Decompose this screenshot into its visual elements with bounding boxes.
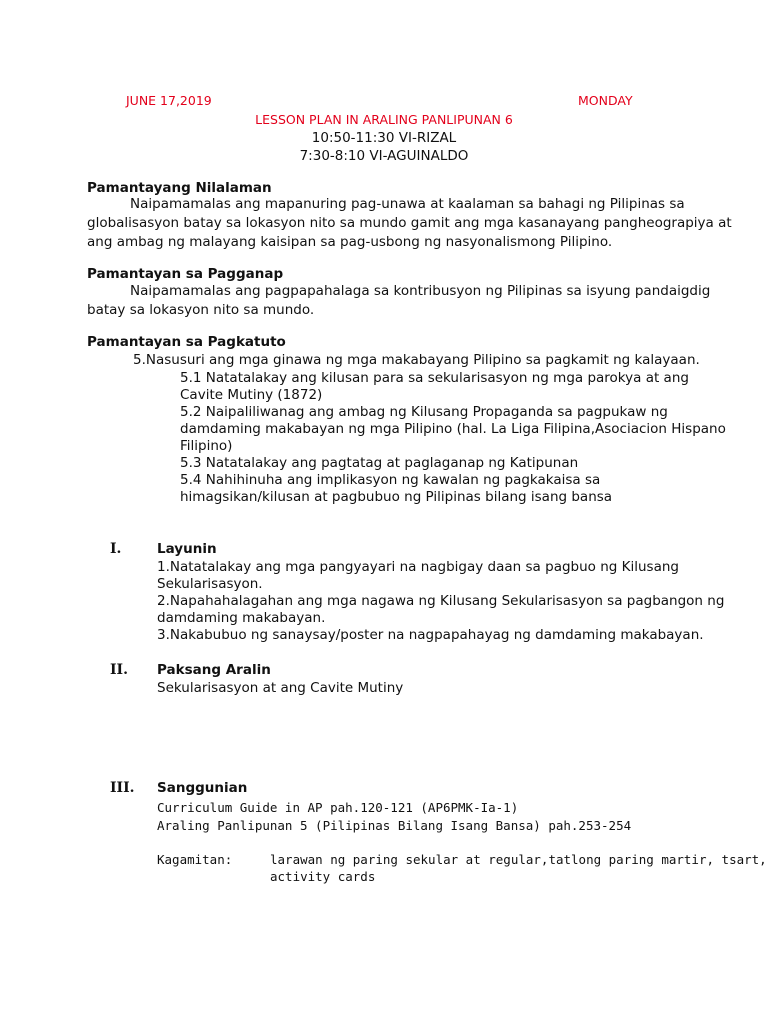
lesson-date: JUNE 17,2019 xyxy=(126,93,212,108)
paksa-text: Sekularisasyon at ang Cavite Mutiny xyxy=(157,680,404,696)
layunin-line: 3.Nakabubuo ng sanaysay/poster na nagpapahayag ng damdaming makabayan. xyxy=(157,627,704,643)
layunin-line: Sekularisasyon. xyxy=(157,576,263,592)
pagganap-line: batay sa lokasyon nito sa mundo. xyxy=(87,302,315,318)
pagkatuto-sub: himagsikan/kilusan at pagbubuo ng Pilipinas bilang isang bansa xyxy=(180,489,613,505)
lesson-day: MONDAY xyxy=(578,93,633,108)
kagamitan-line: activity cards xyxy=(270,869,376,884)
sanggunian-heading: Sanggunian xyxy=(157,780,248,796)
pagkatuto-sub: damdaming makabayan ng mga Pilipino (hal. La Liga Filipina,Asociacion Hispano xyxy=(180,421,726,437)
layunin-line: 2.Napahahalagahan ang mga nagawa ng Kilusang Sekularisasyon sa pagbangon ng xyxy=(157,593,725,609)
pagkatuto-sub: 5.3 Natatalakay ang pagtatag at paglaganap ng Katipunan xyxy=(180,455,579,471)
pagkatuto-sub: 5.2 Naipaliliwanag ang ambag ng Kilusang Propaganda sa pagpukaw ng xyxy=(180,404,668,420)
sanggunian-line: Araling Panlipunan 5 (Pilipinas Bilang Isang Bansa) pah.253-254 xyxy=(157,818,632,833)
paksa-heading: Paksang Aralin xyxy=(157,662,271,678)
layunin-line: damdaming makabayan. xyxy=(157,610,326,626)
sanggunian-numeral: III. xyxy=(110,780,135,796)
kagamitan-line: larawan ng paring sekular at regular,tatlong paring martir, tsart, xyxy=(270,852,767,867)
pagkatuto-heading: Pamantayan sa Pagkatuto xyxy=(87,334,286,350)
kagamitan-label: Kagamitan: xyxy=(157,852,233,867)
pagganap-heading: Pamantayan sa Pagganap xyxy=(87,266,284,282)
nilalaman-line: globalisasyon batay sa lokasyon nito sa mundo gamit ang mga kasanayang pangheograpiya at xyxy=(87,215,732,231)
pagkatuto-sub: 5.4 Nahihinuha ang implikasyon ng kawalan ng pagkakaisa sa xyxy=(180,472,601,488)
pagganap-line: Naipamamalas ang pagpapahalaga sa kontribusyon ng Pilipinas sa isyung pandaigdig xyxy=(130,283,711,299)
nilalaman-line: ang ambag ng malayang kaisipan sa pag-usbong ng nasyonalismong Pilipino. xyxy=(87,234,613,250)
schedule-rizal: 10:50-11:30 VI-RIZAL xyxy=(311,130,457,146)
schedule-aguinaldo: 7:30-8:10 VI-AGUINALDO xyxy=(299,148,469,164)
lesson-title: LESSON PLAN IN ARALING PANLIPUNAN 6 xyxy=(255,112,513,127)
layunin-numeral: I. xyxy=(110,541,122,557)
paksa-numeral: II. xyxy=(110,662,128,678)
sanggunian-line: Curriculum Guide in AP pah.120-121 (AP6PMK-Ia-1) xyxy=(157,800,519,815)
pagkatuto-sub: Filipino) xyxy=(180,438,233,454)
layunin-line: 1.Natatalakay ang mga pangyayari na nagbigay daan sa pagbuo ng Kilusang xyxy=(157,559,679,575)
pagkatuto-sub: Cavite Mutiny (1872) xyxy=(180,387,323,403)
layunin-heading: Layunin xyxy=(157,541,217,557)
nilalaman-heading: Pamantayang Nilalaman xyxy=(87,180,272,196)
nilalaman-line: Naipamamalas ang mapanuring pag-unawa at kaalaman sa bahagi ng Pilipinas sa xyxy=(130,196,685,212)
pagkatuto-main: 5.Nasusuri ang mga ginawa ng mga makabayang Pilipino sa pagkamit ng kalayaan. xyxy=(133,352,700,368)
pagkatuto-sub: 5.1 Natatalakay ang kilusan para sa sekularisasyon ng mga parokya at ang xyxy=(180,370,689,386)
